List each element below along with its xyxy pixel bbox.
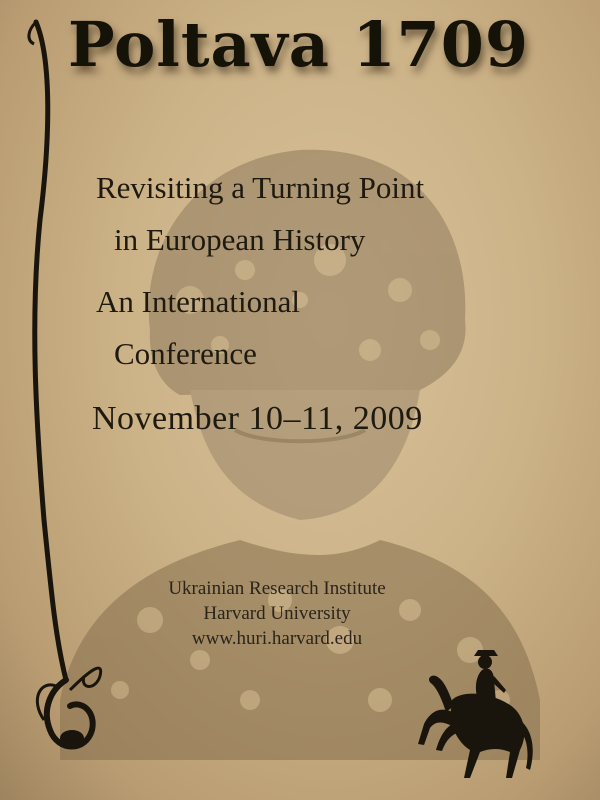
subtitle-line-2: in European History — [114, 222, 366, 257]
institute-name: Ukrainian Research Institute — [168, 578, 386, 599]
event-date: November 10–11, 2009 — [92, 400, 423, 437]
event-type-line-1: An International — [96, 284, 301, 319]
website-url: www.huri.harvard.edu — [191, 628, 363, 649]
poster-title: Poltava 1709 — [68, 8, 530, 81]
university-name: Harvard University — [203, 603, 351, 624]
subtitle-line-1: Revisiting a Turning Point — [96, 170, 425, 205]
event-type-line-2: Conference — [114, 336, 257, 371]
